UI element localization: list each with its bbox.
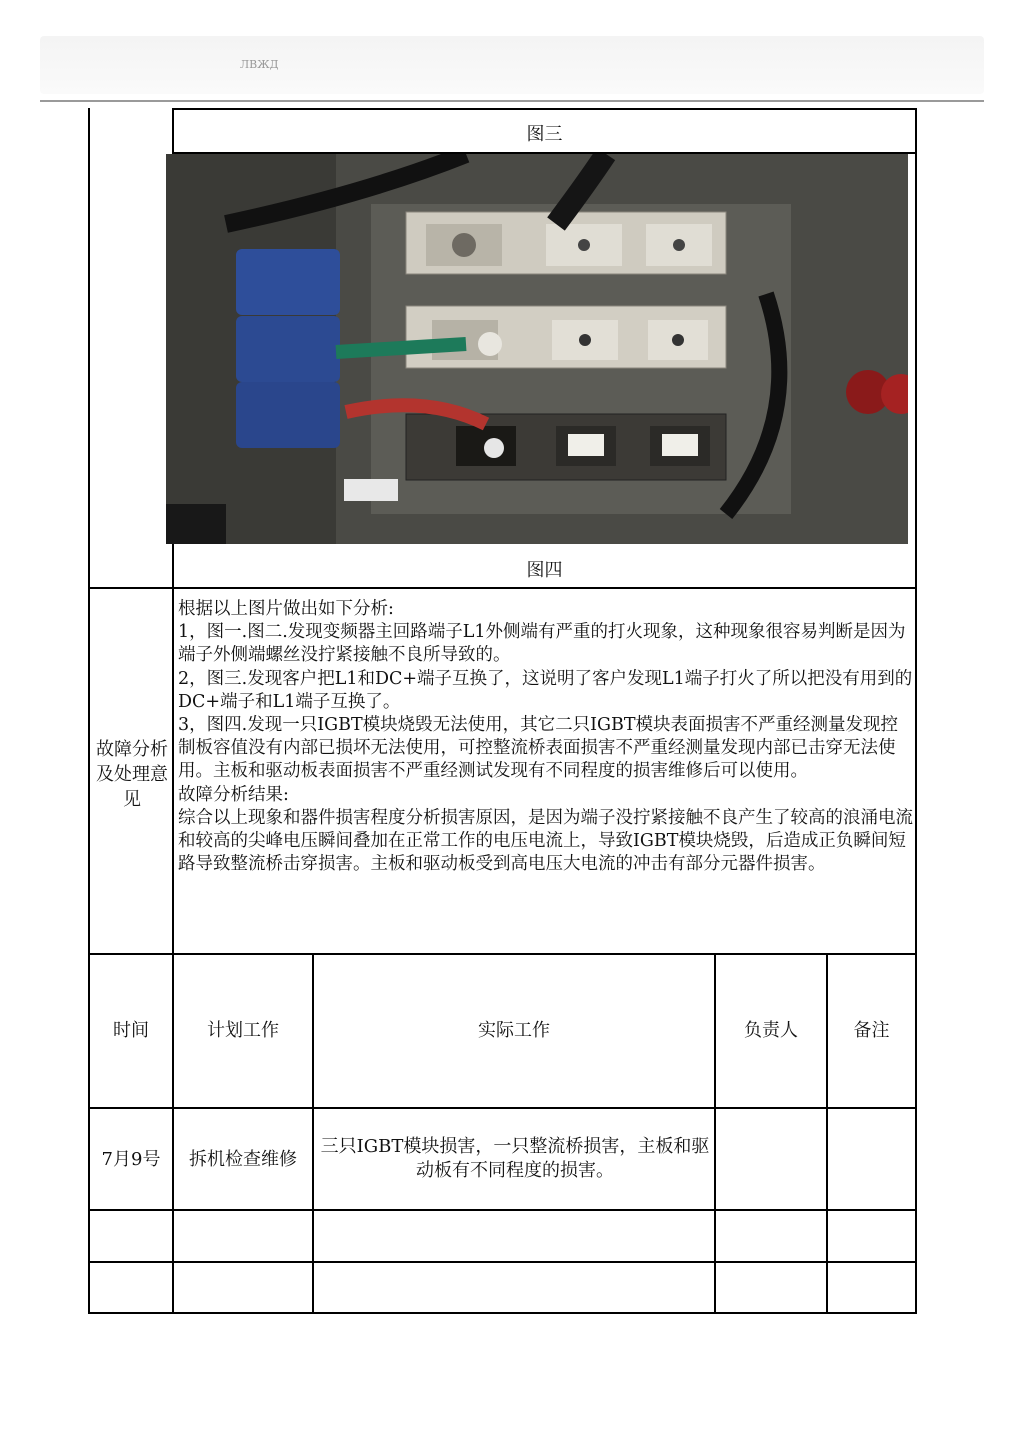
analysis-line: 1，图一.图二.发现变频器主回路端子L1外侧端有严重的打火现象，这种现象很容易判断是因为端子外侧端螺丝没拧紧接触不良所导致的。 [178, 622, 906, 666]
figure-box-top [172, 108, 917, 110]
analysis-line: 3，图四.发现一只IGBT模块烧毁无法使用，其它二只IGBT模块表面损害不严重经测量发现控制板容值没有内部已损坏无法使用，可控整流桥表面损害不严重经测量发现内部已击穿无法使用。主板和驱动板表面损害不严重经测试发现有不同程度的损害维修后可以使用。 [178, 715, 899, 782]
table-cell-plan: 拆机检查维修 [189, 1149, 297, 1170]
analysis-line: 故障分析结果: [178, 784, 289, 805]
table-col-divider-3 [714, 953, 716, 1314]
table-border-left [88, 108, 90, 1314]
table-bottom [88, 1312, 917, 1314]
figure-4-photo [166, 154, 908, 544]
table-row1-bottom [88, 1209, 917, 1211]
table-border-right [915, 108, 917, 1314]
table-cell-time: 7月9号 [101, 1149, 161, 1170]
table-header-remarks: 备注 [853, 1020, 890, 1041]
analysis-line: 2，图三.发现客户把L1和DC+端子互换了，这说明了客户发现L1端子打火了所以把没有用到的DC+端子和L1端子互换了。 [178, 668, 913, 712]
analysis-line: 根据以上图片做出如下分析: [178, 599, 394, 619]
header-faint-text: ЛВЖД [240, 58, 279, 71]
table-col-divider-4 [826, 953, 828, 1314]
analysis-section-bottom [88, 953, 917, 955]
figure-section-bottom [88, 587, 917, 589]
header-area [40, 36, 984, 94]
figure-4-caption: 图四 [526, 560, 563, 581]
header-rule [40, 100, 984, 102]
table-col-divider-2 [312, 953, 314, 1314]
table-cell-actual: 三只IGBT模块损害，一只整流桥损害，主板和驱动板有不同程度的损害。 [320, 1136, 710, 1181]
figure-3-caption: 图三 [526, 124, 563, 145]
table-header-owner: 负责人 [744, 1020, 798, 1041]
table-header-actual: 实际工作 [478, 1020, 550, 1041]
table-header-plan: 计划工作 [207, 1020, 279, 1041]
analysis-text [178, 598, 914, 876]
analysis-line: 综合以上现象和器件损害程度分析损害原因，是因为端子没拧紧接触不良产生了较高的浪涌电流和较高的尖峰电压瞬间叠加在正常工作的电压电流上，导致IGBT模块烧毁，后造成正负瞬间短路导致整流桥击穿损害。主板和驱动板受到高电压大电流的冲击有部分元器件损害。 [178, 807, 913, 875]
table-header-bottom [88, 1107, 917, 1109]
table-row2-bottom [88, 1261, 917, 1263]
analysis-label: 故障分析及处理意见 [96, 739, 168, 810]
table-header-time: 时间 [113, 1020, 149, 1041]
